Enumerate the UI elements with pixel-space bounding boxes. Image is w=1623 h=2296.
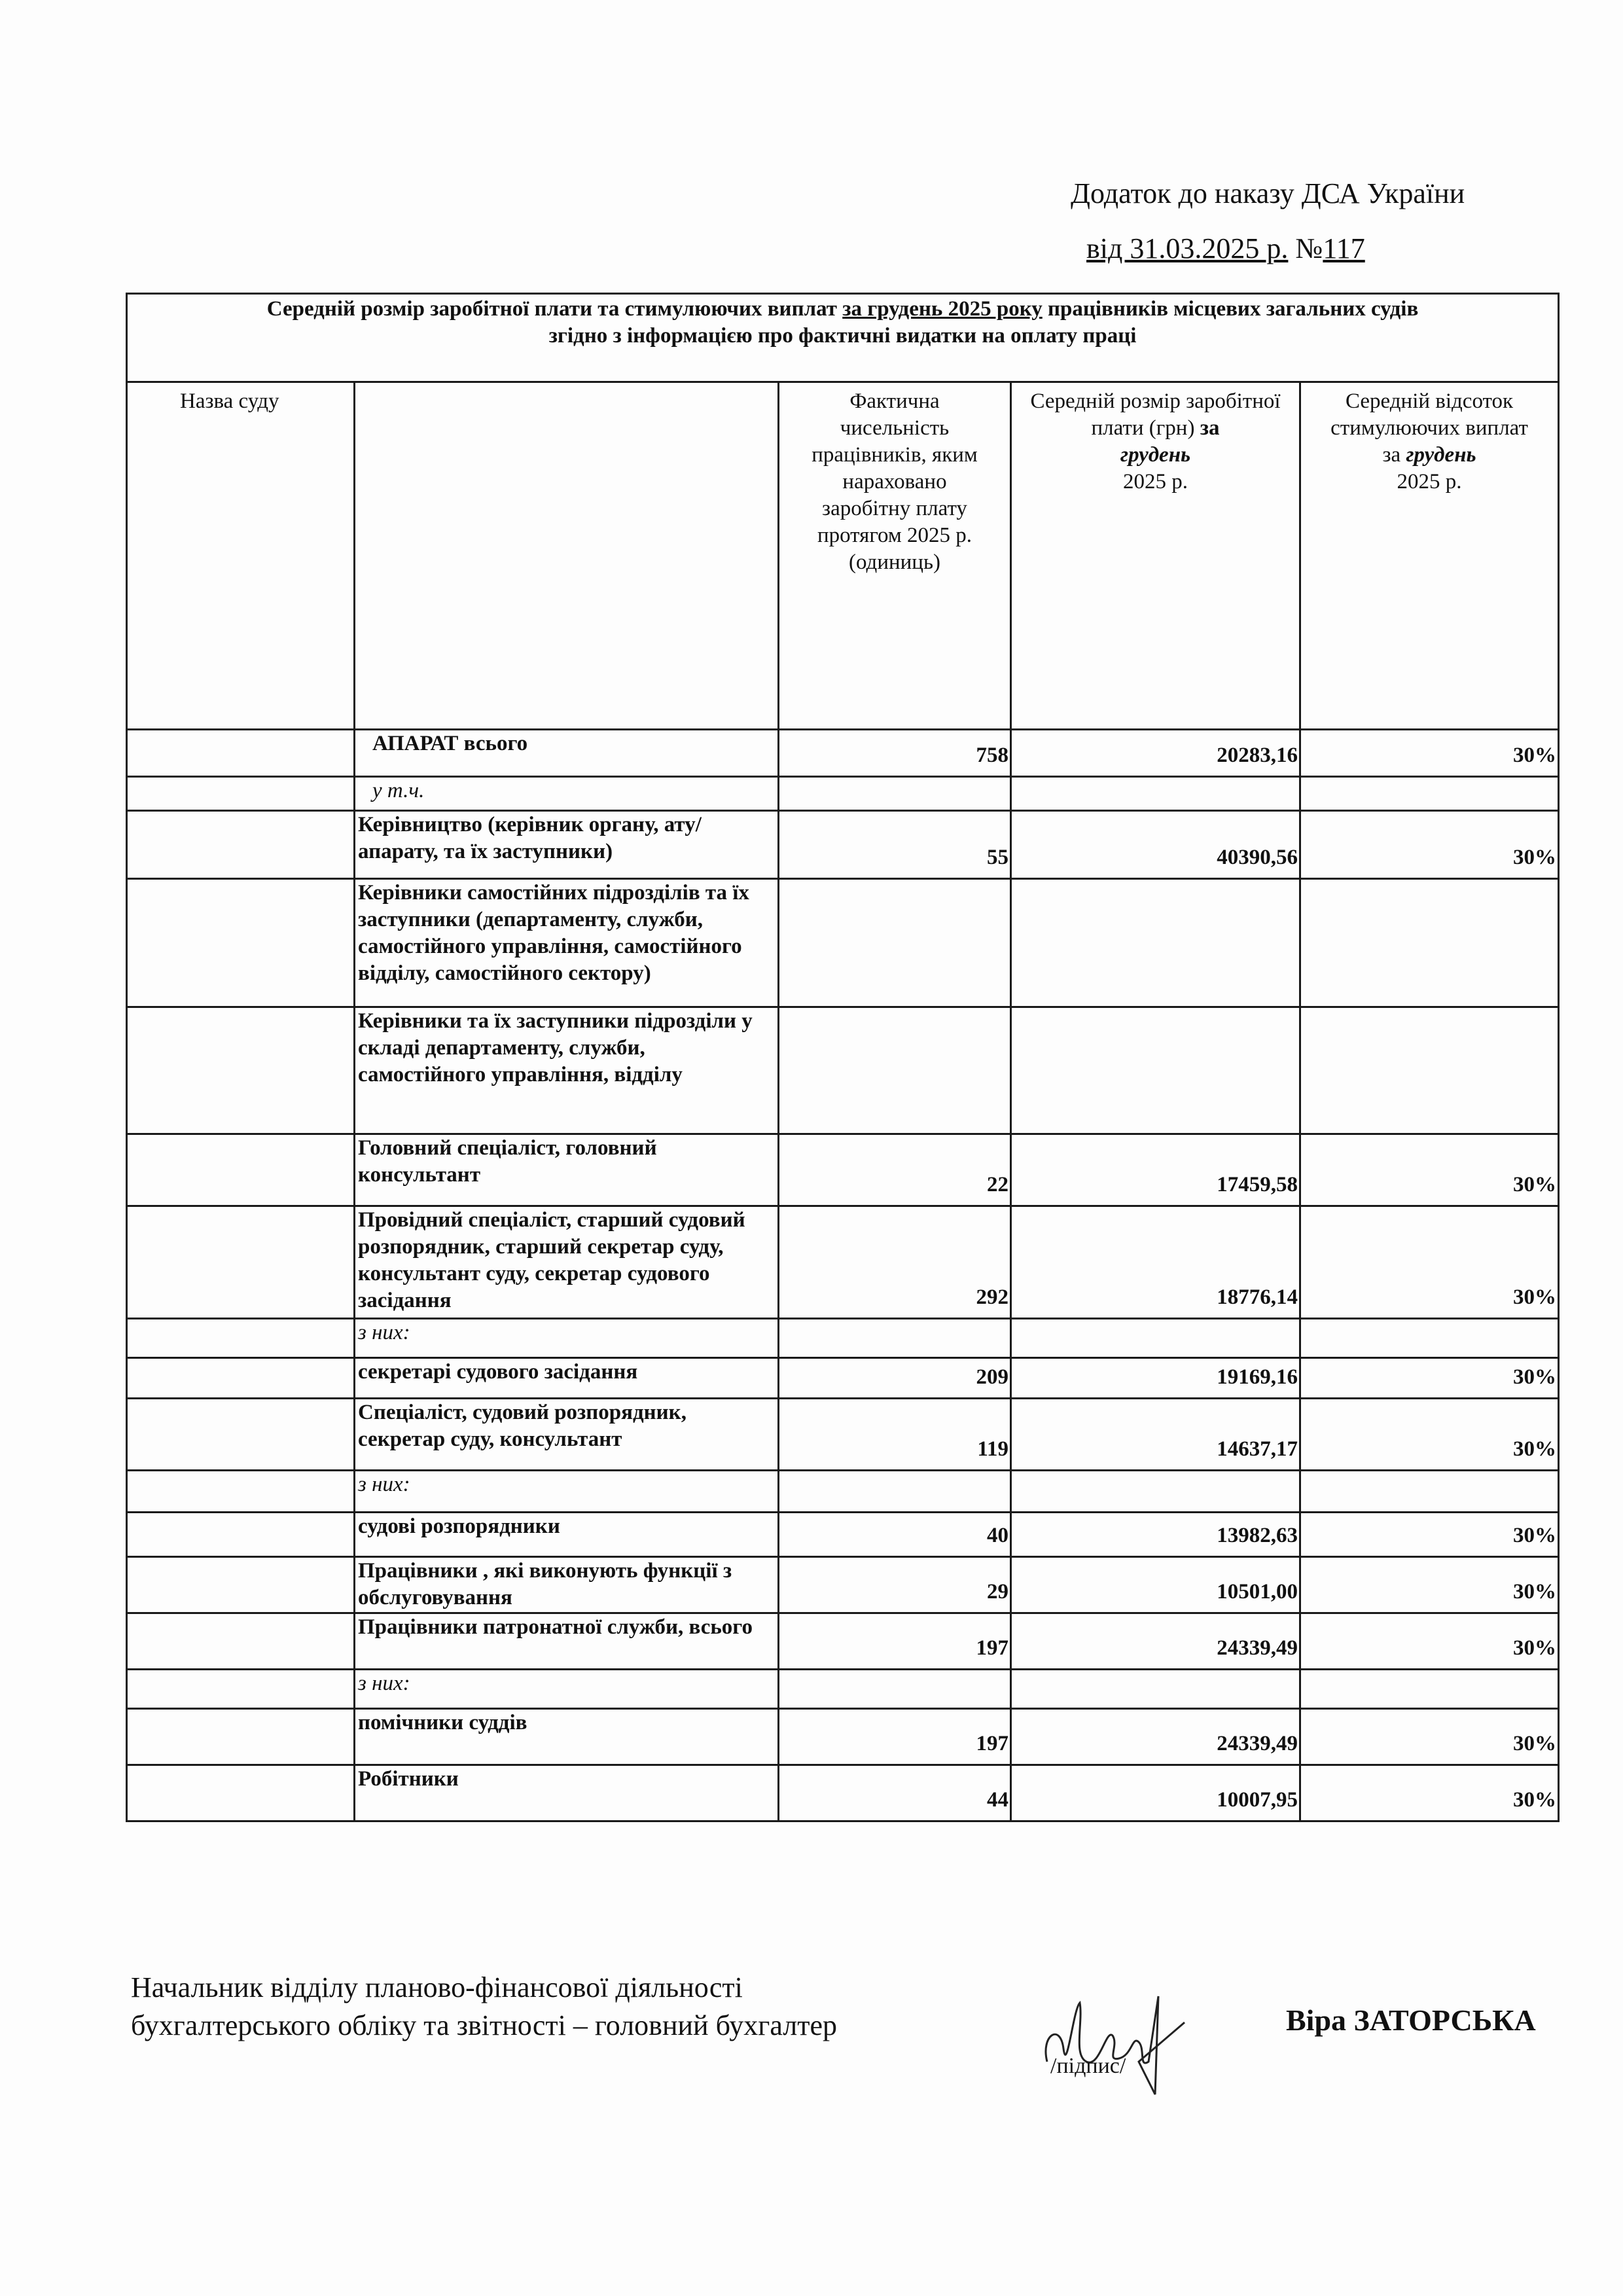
table-row — [127, 879, 1559, 1007]
signer-name: Віра ЗАТОРСЬКА — [1286, 2003, 1536, 2037]
headcount-cell — [779, 777, 1011, 811]
category-cell: секретарі судового засідання — [355, 1358, 779, 1399]
table-row — [127, 1613, 1559, 1670]
court-name-cell — [127, 1319, 355, 1358]
headcount-cell: 44 — [779, 1765, 1011, 1821]
category-cell: Працівники , які виконують функції з обслуговування — [355, 1557, 779, 1613]
avg-salary-cell — [1011, 777, 1300, 811]
table-body — [127, 730, 1559, 1821]
avg-salary-cell: 14637,17 — [1011, 1399, 1300, 1471]
bonus-pct-cell: 30% — [1300, 1399, 1559, 1471]
avg-salary-cell: 18776,14 — [1011, 1206, 1300, 1319]
order-date: від 31.03.2025 р. — [1086, 232, 1289, 264]
category-cell: Керівництво (керівник органу, ату/апарату, та їх заступники) — [355, 811, 779, 879]
court-name-cell — [127, 811, 355, 879]
bonus-pct-cell: 30% — [1300, 730, 1559, 777]
table-row — [127, 1513, 1559, 1557]
avg-salary-cell — [1011, 1007, 1300, 1134]
court-name-cell — [127, 1709, 355, 1765]
table-row — [127, 777, 1559, 811]
avg-salary-cell — [1011, 1319, 1300, 1358]
bonus-pct-cell: 30% — [1300, 1206, 1559, 1319]
court-name-cell — [127, 730, 355, 777]
court-name-cell — [127, 1613, 355, 1670]
column-header-court-name: Назва суду — [127, 382, 355, 730]
bonus-pct-cell — [1300, 879, 1559, 1007]
signer-position: Начальник відділу планово-фінансової діяльності бухгалтерського обліку та звітності – головний бухгалтер — [131, 1971, 837, 2041]
court-name-cell — [127, 1007, 355, 1134]
table-row — [127, 1557, 1559, 1613]
court-name-cell — [127, 1399, 355, 1471]
column-header-headcount: Фактична чисельність працівників, яким нараховано заробітну плату протягом 2025 р. (одиниць) — [779, 382, 1011, 730]
court-name-cell — [127, 879, 355, 1007]
salary-table — [126, 293, 1560, 1822]
table-title: Середній розмір заробітної плати та стимулюючих виплат за грудень 2025 року працівників місцевих загальних судів згідно з інформацією про фактичні видатки на оплату праці — [127, 294, 1559, 382]
category-cell: Спеціаліст, судовий розпорядник, секретар суду, консультант — [355, 1399, 779, 1471]
category-cell: у т.ч. — [355, 777, 779, 811]
bonus-pct-cell — [1300, 1670, 1559, 1709]
court-name-cell — [127, 1206, 355, 1319]
headcount-cell — [779, 879, 1011, 1007]
court-name-cell — [127, 1557, 355, 1613]
avg-salary-cell — [1011, 1670, 1300, 1709]
table-row — [127, 1471, 1559, 1513]
category-cell: з них: — [355, 1670, 779, 1709]
headcount-cell — [779, 1319, 1011, 1358]
headcount-cell: 29 — [779, 1557, 1011, 1613]
headcount-cell: 22 — [779, 1134, 1011, 1206]
table-row — [127, 1670, 1559, 1709]
table-row — [127, 1319, 1559, 1358]
table-row — [127, 1007, 1559, 1134]
court-name-cell — [127, 1471, 355, 1513]
headcount-cell — [779, 1670, 1011, 1709]
court-name-cell — [127, 777, 355, 811]
bonus-pct-cell: 30% — [1300, 1709, 1559, 1765]
table-row — [127, 1134, 1559, 1206]
headcount-cell — [779, 1007, 1011, 1134]
court-name-cell — [127, 1513, 355, 1557]
bonus-pct-cell: 30% — [1300, 811, 1559, 879]
category-cell: помічники суддів — [355, 1709, 779, 1765]
avg-salary-cell: 20283,16 — [1011, 730, 1300, 777]
column-header-bonus-pct: Середній відсоток стимулюючих виплат за грудень 2025 р. — [1300, 382, 1559, 730]
headcount-cell: 197 — [779, 1709, 1011, 1765]
avg-salary-cell: 40390,56 — [1011, 811, 1300, 879]
court-name-cell — [127, 1358, 355, 1399]
table-header-row — [127, 382, 1559, 730]
table-row — [127, 1358, 1559, 1399]
headcount-cell: 197 — [779, 1613, 1011, 1670]
bonus-pct-cell: 30% — [1300, 1134, 1559, 1206]
bonus-pct-cell: 30% — [1300, 1557, 1559, 1613]
court-name-cell — [127, 1765, 355, 1821]
headcount-cell — [779, 1471, 1011, 1513]
avg-salary-cell: 10501,00 — [1011, 1557, 1300, 1613]
headcount-cell: 40 — [779, 1513, 1011, 1557]
avg-salary-cell — [1011, 1471, 1300, 1513]
category-cell: Керівники та їх заступники підрозділи у складі департаменту, служби, самостійного управління, відділу — [355, 1007, 779, 1134]
table-row — [127, 1206, 1559, 1319]
order-number-prefix: № — [1295, 232, 1323, 264]
column-header-category — [355, 382, 779, 730]
headcount-cell: 758 — [779, 730, 1011, 777]
avg-salary-cell: 24339,49 — [1011, 1709, 1300, 1765]
avg-salary-cell: 13982,63 — [1011, 1513, 1300, 1557]
table-row — [127, 1709, 1559, 1765]
signature-caption: /підпис/ — [1050, 2054, 1126, 2078]
category-cell: з них: — [355, 1471, 779, 1513]
category-cell: Робітники — [355, 1765, 779, 1821]
avg-salary-cell: 19169,16 — [1011, 1358, 1300, 1399]
bonus-pct-cell — [1300, 1471, 1559, 1513]
order-number: 117 — [1323, 232, 1365, 264]
appendix-label: Додаток до наказу ДСА України — [1071, 177, 1465, 209]
bonus-pct-cell — [1300, 1319, 1559, 1358]
column-header-avg-salary: Середній розмір заробітної плати (грн) за грудень 2025 р. — [1011, 382, 1300, 730]
court-name-cell — [127, 1670, 355, 1709]
order-reference — [1086, 230, 1365, 267]
handwritten-signature-icon — [1034, 1983, 1191, 2101]
bonus-pct-cell: 30% — [1300, 1765, 1559, 1821]
headcount-cell: 119 — [779, 1399, 1011, 1471]
category-cell: з них: — [355, 1319, 779, 1358]
bonus-pct-cell: 30% — [1300, 1513, 1559, 1557]
category-cell: судові розпорядники — [355, 1513, 779, 1557]
table-row — [127, 730, 1559, 777]
bonus-pct-cell: 30% — [1300, 1358, 1559, 1399]
category-cell: Провідний спеціаліст, старший судовий розпорядник, старший секретар суду, консультант суду, секретар судового засідання — [355, 1206, 779, 1319]
avg-salary-cell: 17459,58 — [1011, 1134, 1300, 1206]
avg-salary-cell: 10007,95 — [1011, 1765, 1300, 1821]
category-cell: Працівники патронатної служби, всього — [355, 1613, 779, 1670]
court-name-cell — [127, 1134, 355, 1206]
avg-salary-cell — [1011, 879, 1300, 1007]
report-period: за грудень 2025 року — [842, 297, 1043, 321]
headcount-cell: 292 — [779, 1206, 1011, 1319]
table-row — [127, 1765, 1559, 1821]
table-row — [127, 1399, 1559, 1471]
category-cell: Керівники самостійних підрозділів та їх заступники (департаменту, служби, самостійного управління, самостійного відділу, самостійного сектору) — [355, 879, 779, 1007]
table-row — [127, 811, 1559, 879]
headcount-cell: 55 — [779, 811, 1011, 879]
category-cell: АПАРАТ всього — [355, 730, 779, 777]
table-title-row — [127, 294, 1559, 382]
bonus-pct-cell: 30% — [1300, 1613, 1559, 1670]
avg-salary-cell: 24339,49 — [1011, 1613, 1300, 1670]
bonus-pct-cell — [1300, 777, 1559, 811]
bonus-pct-cell — [1300, 1007, 1559, 1134]
headcount-cell: 209 — [779, 1358, 1011, 1399]
category-cell: Головний спеціаліст, головний консультант — [355, 1134, 779, 1206]
